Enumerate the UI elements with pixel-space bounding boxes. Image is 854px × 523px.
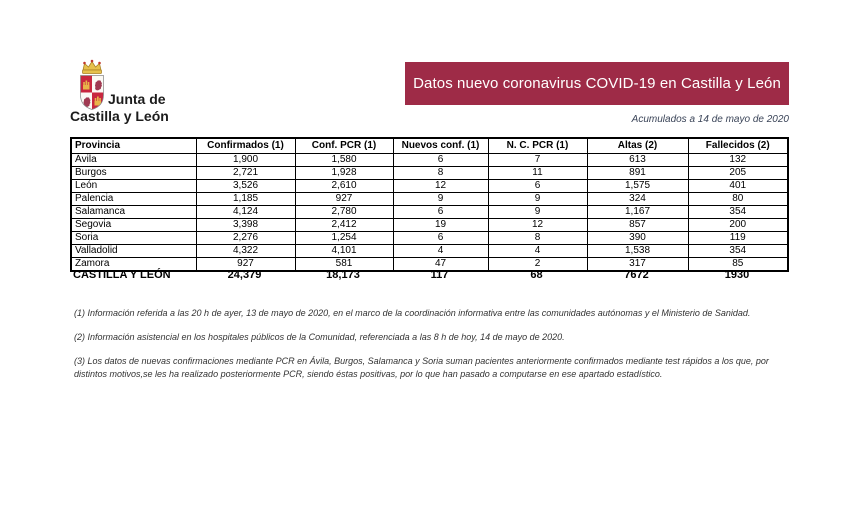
- logo-text-line1: Junta de: [108, 91, 166, 107]
- value-cell: 1,185: [196, 193, 295, 206]
- column-header: Provincia: [71, 138, 196, 154]
- column-header: Confirmados (1): [196, 138, 295, 154]
- table-row: [71, 219, 788, 232]
- value-cell: 927: [295, 193, 393, 206]
- total-table: [70, 268, 787, 283]
- value-cell: 324: [587, 193, 688, 206]
- value-cell: 1,900: [196, 154, 295, 167]
- value-cell: 9: [488, 206, 587, 219]
- footnote: (2) Información asistencial en los hospitales públicos de la Comunidad, referenciada a las 8 h de hoy, 14 de mayo de 2020.: [74, 332, 565, 342]
- value-cell: 3,526: [196, 180, 295, 193]
- covid-data-table: [70, 137, 789, 272]
- value-cell: 85: [688, 258, 788, 272]
- table-body: [71, 154, 788, 272]
- logo-text-line2: Castilla y León: [70, 108, 169, 124]
- total-row: [70, 268, 787, 283]
- column-header: Fallecidos (2): [688, 138, 788, 154]
- total-value-cell: 7672: [624, 269, 649, 281]
- value-cell: 3,398: [196, 219, 295, 232]
- total-value-cell: 1930: [724, 269, 750, 281]
- column-header: Altas (2): [587, 138, 688, 154]
- province-cell: Segovia: [71, 219, 196, 232]
- value-cell: 891: [587, 167, 688, 180]
- value-cell: 205: [688, 167, 788, 180]
- value-cell: 12: [393, 180, 488, 193]
- total-value-cell: 18,173: [326, 269, 360, 281]
- total-value-cell: 24,379: [227, 269, 262, 281]
- value-cell: 581: [295, 258, 393, 272]
- value-cell: 19: [393, 219, 488, 232]
- province-cell: Ávila: [71, 154, 196, 167]
- value-cell: 401: [688, 180, 788, 193]
- value-cell: 1,167: [587, 206, 688, 219]
- province-cell: Soria: [71, 232, 196, 245]
- value-cell: 8: [488, 232, 587, 245]
- value-cell: 200: [688, 219, 788, 232]
- value-cell: 6: [393, 154, 488, 167]
- province-cell: Zamora: [71, 258, 196, 272]
- province-cell: Palencia: [71, 193, 196, 206]
- value-cell: 9: [393, 193, 488, 206]
- footnote: (3) Los datos de nuevas confirmaciones mediante PCR en Ávila, Burgos, Salamanca y Soria suman pacientes anteriormente confirmados mediante test rápidos a los que, por distintos motivos,se les ha realizado posteriormente PCR, siendo éstas positivas, por lo que han pasado a computarse en ese apartado estadístico.: [74, 356, 769, 379]
- accumulated-date-label: Acumulados a 14 de mayo de 2020: [631, 114, 789, 125]
- total-value-cell: 117: [430, 269, 449, 281]
- province-cell: León: [71, 180, 196, 193]
- value-cell: 119: [688, 232, 788, 245]
- value-cell: 4: [488, 245, 587, 258]
- value-cell: 390: [587, 232, 688, 245]
- title-banner: [405, 62, 789, 105]
- total-label-cell: CASTILLA Y LEÓN: [73, 269, 171, 281]
- value-cell: 927: [196, 258, 295, 272]
- junta-castilla-leon-logo: [70, 58, 202, 126]
- value-cell: 7: [488, 154, 587, 167]
- table-row: [71, 206, 788, 219]
- column-header: Nuevos conf. (1): [393, 138, 488, 154]
- value-cell: 317: [587, 258, 688, 272]
- value-cell: 2,412: [295, 219, 393, 232]
- table-header-row: [71, 138, 788, 154]
- footnote: (1) Información referida a las 20 h de ayer, 13 de mayo de 2020, en el marco de la coordinación informativa entre las comunidades autónomas y el Ministerio de Sanidad.: [74, 308, 751, 318]
- value-cell: 8: [393, 167, 488, 180]
- value-cell: 6: [488, 180, 587, 193]
- value-cell: 80: [688, 193, 788, 206]
- value-cell: 2,610: [295, 180, 393, 193]
- value-cell: 2,721: [196, 167, 295, 180]
- province-cell: Valladolid: [71, 245, 196, 258]
- value-cell: 1,254: [295, 232, 393, 245]
- footnotes: [74, 307, 788, 392]
- value-cell: 613: [587, 154, 688, 167]
- table-row: [71, 193, 788, 206]
- value-cell: 6: [393, 232, 488, 245]
- table-row: [71, 245, 788, 258]
- value-cell: 1,580: [295, 154, 393, 167]
- column-header: N. C. PCR (1): [488, 138, 587, 154]
- value-cell: 857: [587, 219, 688, 232]
- value-cell: 47: [393, 258, 488, 272]
- value-cell: 2,276: [196, 232, 295, 245]
- value-cell: 4,124: [196, 206, 295, 219]
- value-cell: 9: [488, 193, 587, 206]
- province-cell: Burgos: [71, 167, 196, 180]
- value-cell: 354: [688, 245, 788, 258]
- table-row: [71, 232, 788, 245]
- value-cell: 4: [393, 245, 488, 258]
- table-row: [71, 180, 788, 193]
- value-cell: 354: [688, 206, 788, 219]
- table-row: [71, 154, 788, 167]
- value-cell: 132: [688, 154, 788, 167]
- value-cell: 1,575: [587, 180, 688, 193]
- value-cell: 11: [488, 167, 587, 180]
- value-cell: 4,322: [196, 245, 295, 258]
- value-cell: 1,928: [295, 167, 393, 180]
- total-value-cell: 68: [530, 269, 543, 281]
- junta-crest-icon: [78, 59, 106, 111]
- value-cell: 4,101: [295, 245, 393, 258]
- page-title: Datos nuevo coronavirus COVID-19 en Castilla y León: [413, 75, 781, 92]
- column-header: Conf. PCR (1): [295, 138, 393, 154]
- table-row: [71, 167, 788, 180]
- value-cell: 6: [393, 206, 488, 219]
- province-cell: Salamanca: [71, 206, 196, 219]
- value-cell: 2,780: [295, 206, 393, 219]
- value-cell: 12: [488, 219, 587, 232]
- value-cell: 2: [488, 258, 587, 272]
- value-cell: 1,538: [587, 245, 688, 258]
